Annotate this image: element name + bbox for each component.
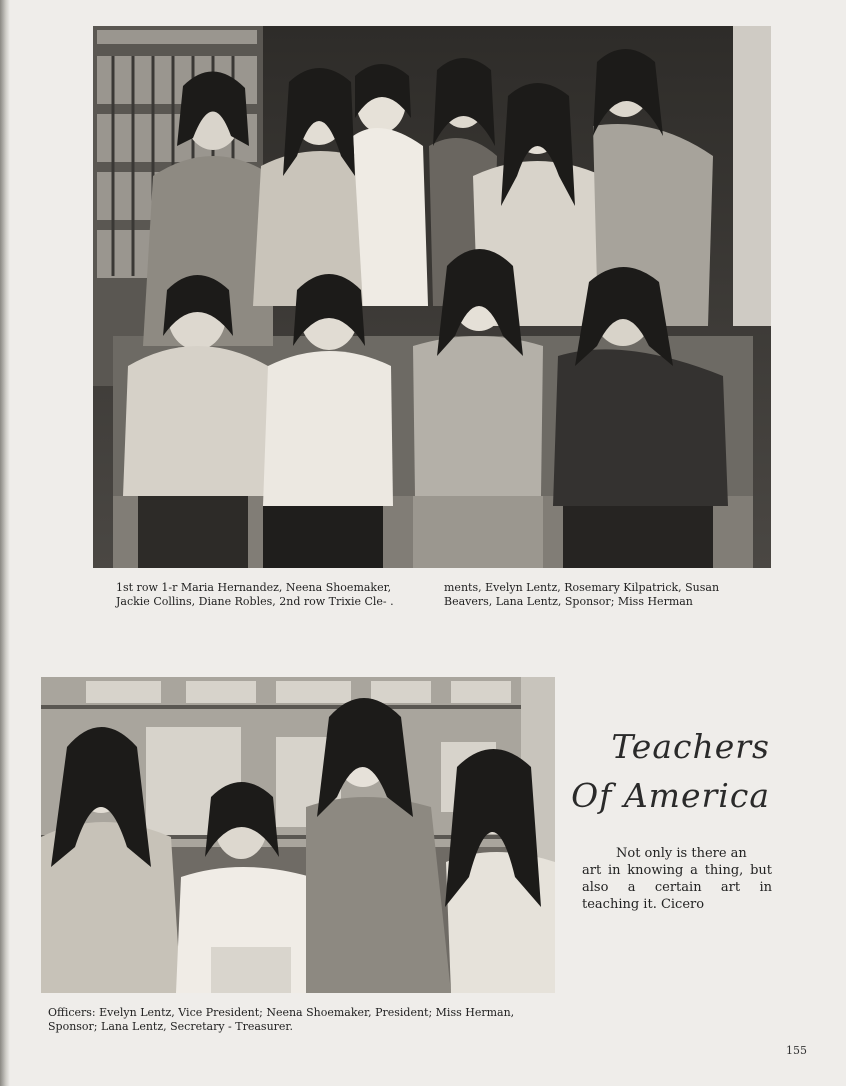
caption-line: Sponsor; Lana Lentz, Secretary - Treasurer. — [48, 1020, 293, 1033]
group-photo-top — [93, 26, 771, 568]
caption-line: Jackie Collins, Diane Robles, 2nd row Trixie Cle- . — [116, 595, 394, 608]
officers-photo-caption — [48, 1006, 548, 1034]
quote-line: art in knowing a thing, but — [582, 863, 772, 878]
officers-photo — [41, 677, 555, 993]
quote-line: teaching it. Cicero — [582, 897, 705, 912]
caption-line: 1st row 1-r Maria Hernandez, Neena Shoemaker, — [116, 581, 392, 594]
group-photo-top-image — [93, 26, 771, 568]
quote-line: also a certain art in — [582, 880, 772, 895]
page-binding-edge — [0, 0, 10, 1086]
cicero-quote — [582, 845, 772, 913]
top-photo-caption-left — [116, 581, 428, 609]
section-title-line: Of America — [571, 776, 770, 815]
caption-line: ments, Evelyn Lentz, Rosemary Kilpatrick, Susan — [444, 581, 720, 594]
caption-line: Beavers, Lana Lentz, Sponsor; Miss Herman — [444, 595, 693, 608]
officers-photo-image — [41, 677, 555, 993]
section-title — [560, 722, 770, 820]
section-title-line: Teachers — [611, 727, 770, 766]
quote-line: Not only is there an — [616, 846, 747, 861]
top-photo-caption-right — [444, 581, 749, 609]
caption-line: Officers: Evelyn Lentz, Vice President; Neena Shoemaker, President; Miss Herman, — [48, 1006, 515, 1019]
page-number: 155 — [786, 1044, 807, 1057]
